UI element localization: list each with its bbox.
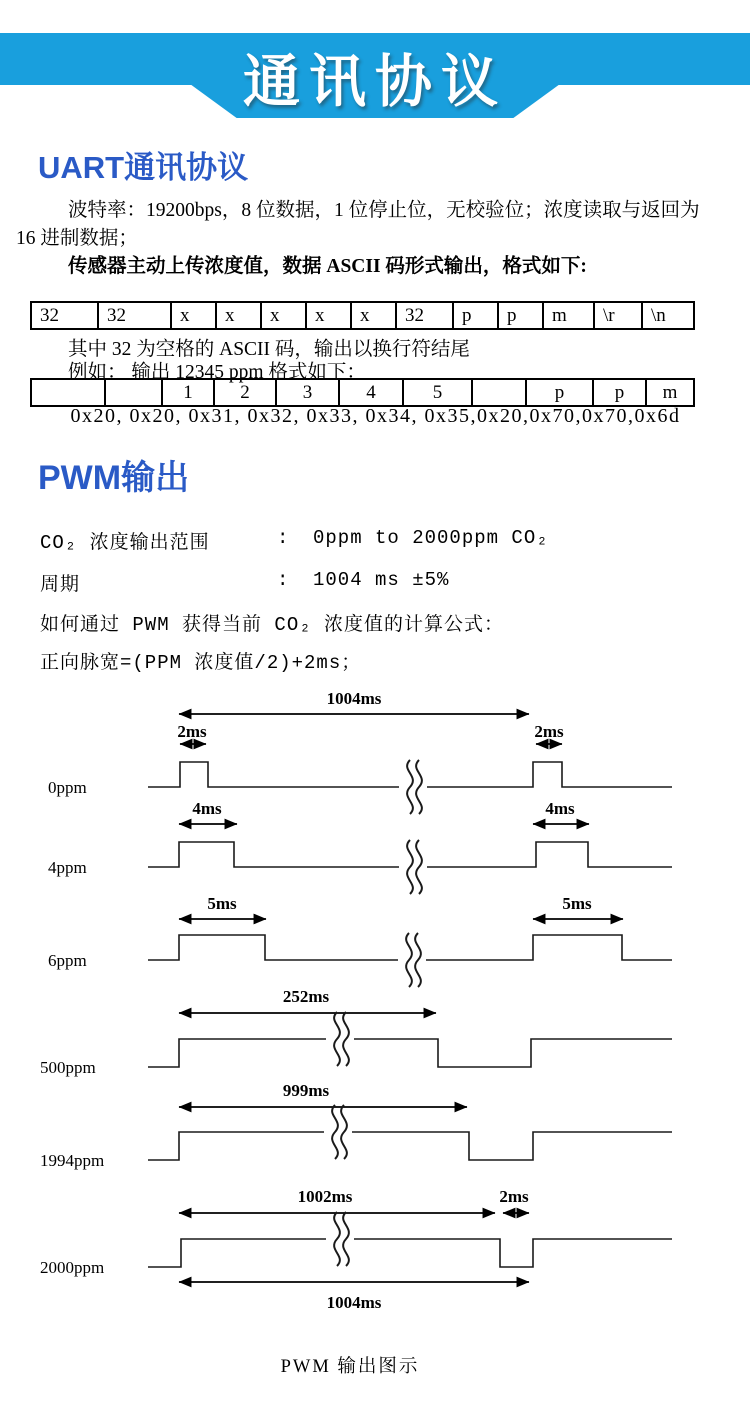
high-width-label: 1002ms xyxy=(297,1187,353,1206)
ascii-note: 其中 32 为空格的 ASCII 码，输出以换行符结尾 xyxy=(68,339,470,360)
row-label: 500ppm xyxy=(40,1058,96,1077)
pulse-width-label-left: 2ms xyxy=(177,722,207,741)
line-break-symbol xyxy=(326,1212,354,1266)
table-cell: x xyxy=(216,302,261,329)
example-note: 例如： 输出 12345 ppm 格式如下： xyxy=(68,362,366,383)
table-cell: 3 xyxy=(276,379,339,406)
line-break-symbol xyxy=(326,1012,354,1066)
table-cell: \r xyxy=(594,302,642,329)
high-width-label: 999ms xyxy=(282,1081,330,1100)
pulse-width-label-right: 2ms xyxy=(534,722,564,741)
formula-intro: 如何通过 PWM 获得当前 CO₂ 浓度值的计算公式： xyxy=(40,614,505,636)
waveform-row-1994ppm xyxy=(40,1081,672,1170)
waveform-row-4ppm xyxy=(48,799,672,894)
table-cell: x xyxy=(171,302,216,329)
uart-para1-line1: 波特率：19200bps，8 位数据，1 位停止位，无校验位；浓度读取与返回为 xyxy=(68,200,700,221)
table-cell: p xyxy=(498,302,543,329)
diagram-caption: PWM 输出图示 xyxy=(280,1357,420,1377)
table-cell: \n xyxy=(642,302,694,329)
table-cell: x xyxy=(261,302,306,329)
high-width-label: 252ms xyxy=(282,987,330,1006)
row-label: 6ppm xyxy=(48,951,87,970)
uart-para2: 传感器主动上传浓度值，数据 ASCII 码形式输出，格式如下: xyxy=(68,256,587,277)
table-cell: 32 xyxy=(98,302,171,329)
pwm-wave xyxy=(148,1239,672,1267)
pulse-width-label-right: 5ms xyxy=(562,894,592,913)
hex-bytes-line: 0x20, 0x20, 0x31, 0x32, 0x33, 0x34, 0x35,0x20,0x70,0x70,0x6d xyxy=(70,405,681,427)
pwm-wave xyxy=(148,1039,672,1067)
waveform-row-0ppm xyxy=(48,689,672,814)
uart-section-heading: UART通讯协议 xyxy=(38,150,249,185)
table-cell: 32 xyxy=(31,302,98,329)
table-cell xyxy=(472,379,526,406)
waveform-row-2000ppm xyxy=(40,1187,672,1312)
pulse-width-label-left: 4ms xyxy=(192,799,222,818)
table-cell: p xyxy=(526,379,593,406)
table-cell: m xyxy=(543,302,594,329)
pulse-width-label-right: 4ms xyxy=(545,799,575,818)
range-colon: : xyxy=(277,527,290,549)
period-label: 周期 xyxy=(40,574,81,596)
table-cell: 5 xyxy=(403,379,472,406)
row-label: 4ppm xyxy=(48,858,87,877)
low-width-label: 2ms xyxy=(499,1187,529,1206)
pwm-section-heading: PWM输出 xyxy=(38,459,190,497)
table-cell xyxy=(105,379,162,406)
period-value: 1004 ms ±5% xyxy=(313,569,450,591)
ascii-format-table xyxy=(30,301,695,330)
period-arrow-label: 1004ms xyxy=(326,1293,382,1312)
table-cell: x xyxy=(306,302,351,329)
table-cell: x xyxy=(351,302,396,329)
table-row xyxy=(31,379,694,406)
pwm-waveform-diagram xyxy=(0,677,750,1322)
table-cell xyxy=(31,379,105,406)
period-arrow-label: 1004ms xyxy=(326,689,382,708)
line-break-symbol xyxy=(324,1105,352,1159)
table-cell: 4 xyxy=(339,379,403,406)
table-cell: 1 xyxy=(162,379,214,406)
waveform-row-500ppm xyxy=(40,987,672,1077)
formula: 正向脉宽=(PPM 浓度值/2)+2ms； xyxy=(40,652,362,674)
row-label: 0ppm xyxy=(48,778,87,797)
table-cell: m xyxy=(646,379,694,406)
table-cell: 32 xyxy=(396,302,453,329)
page-title: 通讯协议 xyxy=(243,50,507,114)
line-break-symbol xyxy=(399,760,427,814)
row-label: 1994ppm xyxy=(40,1151,105,1170)
pulse-width-label-left: 5ms xyxy=(207,894,237,913)
table-cell: p xyxy=(593,379,646,406)
example-format-table xyxy=(30,378,695,407)
table-cell: 2 xyxy=(214,379,276,406)
waveform-row-6ppm xyxy=(48,894,672,987)
range-value: 0ppm to 2000ppm CO₂ xyxy=(313,527,549,549)
table-cell: p xyxy=(453,302,498,329)
uart-para1-line2: 16 进制数据； xyxy=(16,228,138,249)
pwm-wave xyxy=(148,1132,672,1160)
line-break-symbol xyxy=(399,840,427,894)
range-label: CO₂ 浓度输出范围 xyxy=(40,532,210,554)
uart-intro-paragraph xyxy=(16,197,735,281)
period-colon: : xyxy=(277,569,290,591)
table-row xyxy=(31,302,694,329)
line-break-symbol xyxy=(398,933,426,987)
row-label: 2000ppm xyxy=(40,1258,105,1277)
